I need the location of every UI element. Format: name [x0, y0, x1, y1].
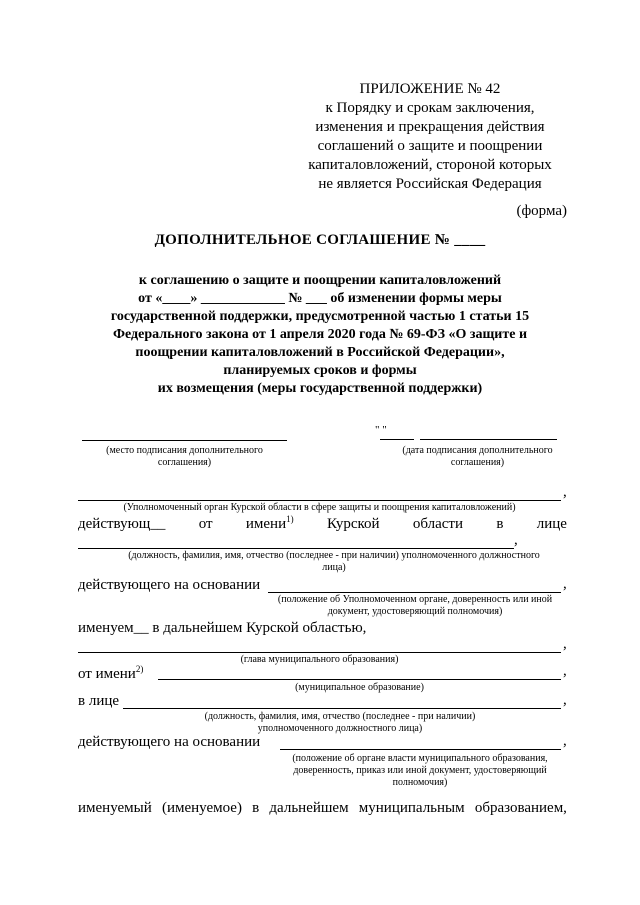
named-region-text: именуем__ в дальнейшем Курской областью, [78, 620, 367, 636]
comma: , [514, 532, 518, 548]
comma: , [563, 576, 567, 592]
comma: , [563, 484, 567, 500]
date-quotes: " " [375, 424, 387, 436]
named-word: муниципальным [358, 800, 465, 816]
document-subtitle [40, 272, 600, 398]
named-word: именуемый [78, 800, 152, 816]
authorized-body-caption: (Уполномоченный орган Курской области в сфере защиты и поощрения капиталовложений) [123, 502, 516, 513]
appendix-line: соглашений о защите и поощрении [317, 138, 543, 154]
date-month-line[interactable] [420, 439, 557, 440]
comma: , [563, 663, 567, 679]
form-label: (форма) [516, 203, 567, 219]
basis2-caption: (положение об органе власти муниципального образования, доверенность, приказ или иной документ, удостоверяющий полномочия) [292, 753, 548, 788]
basis2-line[interactable] [280, 749, 561, 750]
signing-place-line[interactable] [82, 440, 287, 441]
footnote-mark: 2) [135, 664, 144, 674]
basis-caption: (положение об Уполномоченном органе, доверенность или иной документ, удостоверяющий полномочия) [277, 594, 553, 617]
named-word: (именуемое) [161, 800, 242, 816]
subtitle-line: государственной поддержки, предусмотренной частью 1 статьи 15 [110, 309, 530, 324]
on-behalf-label: от имени$^{2)}$ [78, 664, 144, 682]
comma: , [563, 733, 567, 749]
acting-word: области [412, 516, 464, 532]
acting-word: Курской [326, 516, 380, 532]
subtitle-line: от «____» ____________ № ___ об изменении формы меры [138, 291, 502, 306]
subtitle-line: Федерального закона от 1 апреля 2020 года № 69-ФЗ «О защите и [112, 327, 528, 342]
acting-on-behalf: имени$^{1)}$ [245, 514, 294, 532]
municipality-line[interactable] [158, 679, 561, 680]
subtitle-line: к соглашению о защите и поощрении капиталовложений [138, 273, 502, 288]
municipal-head-caption: (глава муниципального образования) [240, 654, 399, 665]
date-day-line[interactable] [380, 439, 414, 440]
in-person-label: в лице [78, 693, 120, 709]
appendix-line: к Порядку и срокам заключения, [325, 100, 535, 116]
subtitle-line: поощрении капиталовложений в Российской Федерации», [135, 345, 505, 360]
appendix-line: не является Российская Федерация [318, 176, 542, 192]
acting-word: от [198, 516, 213, 532]
official-line[interactable] [78, 548, 514, 549]
named-word: в [252, 800, 260, 816]
comma: , [563, 636, 567, 652]
authorized-body-line[interactable] [78, 500, 561, 501]
signing-date-caption: (дата подписания дополнительного соглашения) [402, 445, 553, 468]
basis2-label: действующего на основании [78, 734, 261, 750]
appendix-line: изменения и прекращения действия [315, 119, 545, 135]
named-word: дальнейшем [269, 800, 349, 816]
appendix-title: ПРИЛОЖЕНИЕ № 42 [359, 81, 501, 97]
document-title: ДОПОЛНИТЕЛЬНОЕ СОГЛАШЕНИЕ № ____ [154, 232, 486, 248]
acting-word: действующ__ [78, 516, 166, 532]
person-line[interactable] [123, 708, 561, 709]
basis-line[interactable] [268, 592, 561, 593]
comma: , [563, 692, 567, 708]
municipal-head-line[interactable] [78, 652, 561, 653]
municipality-caption: (муниципальное образование) [295, 682, 424, 693]
named-word: образованием, [474, 800, 567, 816]
subtitle-line: их возмещения (меры государственной поддержки) [157, 381, 483, 396]
footnote-mark: 1) [286, 514, 294, 524]
appendix-line: капиталовложений, стороной которых [308, 157, 552, 173]
acting-row [78, 514, 567, 533]
acting-word: в [496, 516, 504, 532]
subtitle-line: планируемых сроков и формы [223, 363, 417, 378]
official-caption: (должность, фамилия, имя, отчество (последнее - при наличии) уполномоченного должностного лица) [128, 550, 540, 573]
named-municipality-row [78, 800, 567, 817]
appendix-block [250, 80, 610, 194]
basis-label: действующего на основании [78, 577, 261, 593]
acting-word: лице [536, 516, 567, 532]
signing-place-caption: (место подписания дополнительного соглашения) [106, 445, 263, 468]
person-caption: (должность, фамилия, имя, отчество (последнее - при наличии) уполномоченного должностного лица) [204, 711, 476, 734]
